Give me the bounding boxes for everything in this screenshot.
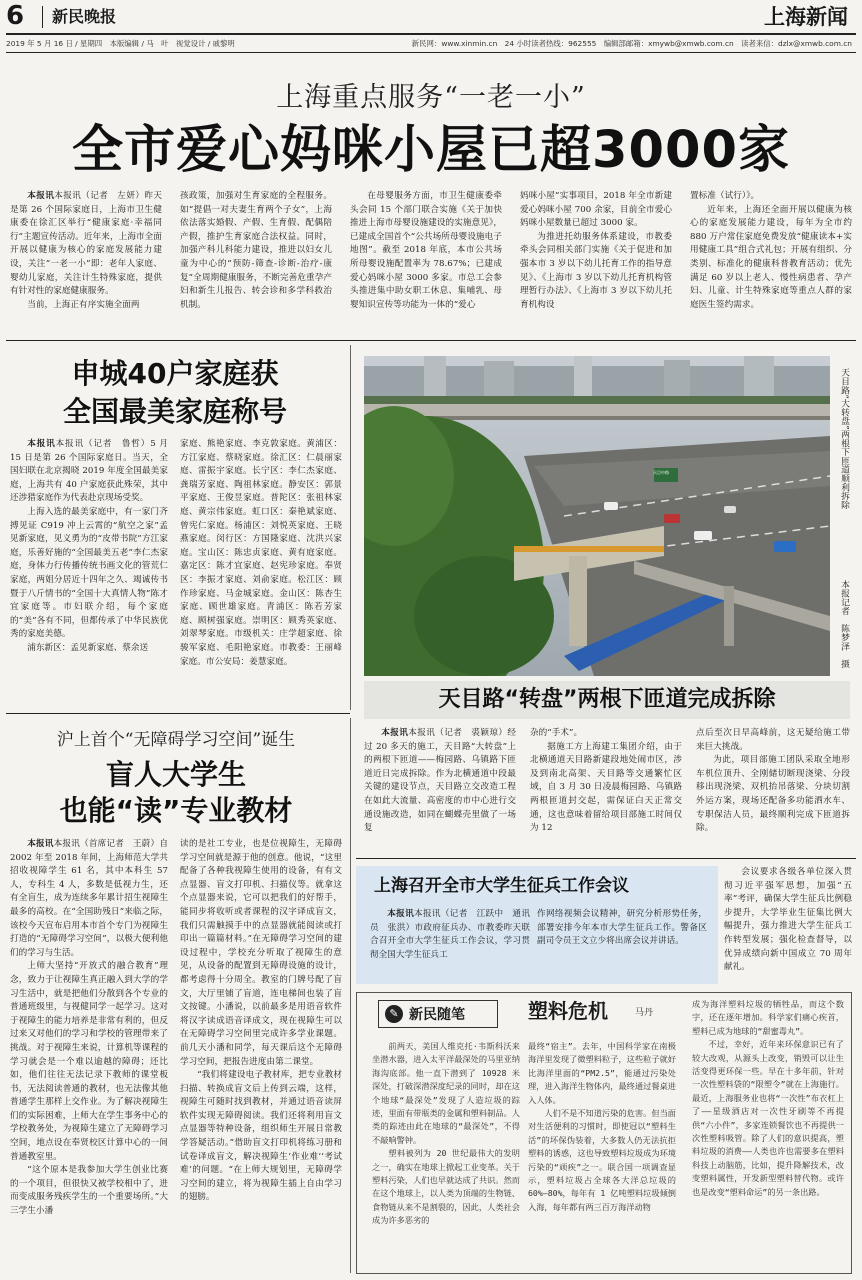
photo-credit: 本报记者 陈梦泽 摄 bbox=[839, 580, 849, 668]
recruit-col-1: 本报讯本报讯（记者 江跃中 通讯员 张洪）市政府征兵办、市教委昨天联合召开全市大学生征兵工作会议，学习贯彻全国大学生征兵工 bbox=[370, 909, 530, 960]
barrier-col-1: 本报讯本报讯（首席记者 王蔚）自 2002 年至 2018 年间，上海师范大学共招收视障学生 61 名，其中本科生 57 人，专科生 4 人，多数是低视力生，还有全盲生，成为连续多年累计招生视障生最多的高校。在“全国助残日”来临之际，该校今天宣布启用本市首个专门为视障生打造的“无障碍学习空间”，以极大便利他们的学习与生活。 上师大坚持“开放式的融合教育”理念，致力于让视障生真正融入到大学的学习生活中，就是把他们分散到各个专业的普通班级里，与视健同学一起学习。这对于视障生的能力培养是非常有利的，但反过来又对他们的学习和学校的管理带来了挑战。对于视障生来说，计算机等课程的学习就会是一个难以逾越的障碍；还比如，他们往往无法记录下教师的课堂板书，无法阅读普通的教材，也无法像其他普通学生那样上交作业。为了解决视障生们的实际困难，上师大在学生事务中心的学校教务处，为视障生建立了无障碍学习空间，地点设在奉贤校区计算中心的一间普通教室里。 “这个原本是我参加大学生创业比赛的一个项目，但很快又被学校相中了，进而变成服务残疾学生的一个重要场所。”大三学生小潘 bbox=[10, 839, 168, 1217]
essay-col-2: 最终“宿主”。去年，中国科学家在南极海洋里发现了微塑料粒子，这些粒子就好比海洋里面的“PM2.5”，能通过污染处理，进入海洋生物体内，最终通过餐桌进入人体。 人们不是不知道污染的危害。但当面对生活便利的习惯时，即使冠以“塑料生活”的坏保伪装着，大多数人仍无法抗拒塑料的诱惑，这也导致塑料垃圾成为环境污染的“顽疾”之一。联合国一项调查显示，塑料垃圾占全球各大洋总垃圾的 60%—80%，每年有 1 亿吨塑料垃圾倾倒入海，每年都有两三百万海洋动物 bbox=[528, 1041, 676, 1212]
essay-col-3: 成为海洋塑料垃圾的牺牲品，而这个数字，还在逐年增加。科学家们痛心疾首，塑料已成为地球的“甜蜜毒丸”。 不过，幸好，近年来环保意识已有了较大改观，从源头上改变，销毁可以让生活变得更环保一些。早在十多年前，针对一次性塑料袋的“限塑令”就在上海施行。最近，上海服务业也将“一次性”布衣杠上了——星级酒店对一次性牙刷等不再提供“六小件”，多家连锁餐饮也不再提供一次性塑料吸管。除了人们的意识提高，塑料垃圾的消费——人类也许也需要多在塑料科技上动脑筋，比如，提升降解技术，改变塑料属性，开发新型塑料替代物。或许也是改变“塑料命运”的另一条出路。 bbox=[692, 999, 844, 1197]
lead-headline: 全市爱心妈咪小屋已超3000家 bbox=[72, 121, 790, 180]
tianmu-col-3: 点后至次日早高峰前，这无疑给施工带来巨大挑战。 为此，项目部施工团队采取全地形车机位顶升、全刚储切断现浇梁、分段移出现浇梁、双机抬吊落梁、分块切割外运方案，现场还配备多功能洒水车、专职保洁人员，最终顺利完成下匝道拆除。 bbox=[696, 728, 850, 834]
barrier-headline-1: 盲人大学生 bbox=[105, 758, 246, 791]
page-number: 6 bbox=[6, 1, 25, 31]
barrier-headline-2: 也能“读”专业教材 bbox=[59, 794, 293, 827]
recruit-col-2: 作网络视频会议精神，研究分析形势任务，部署安排今年本市大学生征兵工作。警备区副司令员王文立少将出席会议并讲话。 bbox=[537, 909, 707, 947]
lead-kicker: 上海重点服务“一老一小” bbox=[276, 82, 586, 113]
family-col-2: 家庭、熊艳家庭、李克敦家庭。黄浦区：方江家庭、蔡晓家庭。徐汇区：仁晨丽家庭、雷振宇家庭。长宁区：李仁杰家庭、龚瑞芳家庭、陶祖林家庭。静安区：郭景平家庭、王俊昱家庭。普陀区：张祖林家庭、黄宗伟家庭。虹口区：秦艳斌家庭、曾宪仁家庭。杨浦区：刘悦英家庭、王晓燕家庭。闵行区：方国隆家庭、沈洪兴家庭。宝山区：陈忠贞家庭、黄有庭家庭。嘉定区：陈才宜家庭、赵宪珍家庭。奉贤区：李振才家庭、刘俞家庭。松江区：顾作珍家庭、马金城家庭。金山区：陈杏生家庭、顾世雄家庭。青浦区：陈若芳家庭、顾树强家庭。崇明区：顾秀英家庭、刘翠琴家庭。市级机关：庄学超家庭、徐骏军家庭、毛阳艳家庭。市教委：王丽峰家庭。市公安局：姜慧家庭。 bbox=[180, 439, 342, 667]
photo-illustration bbox=[364, 356, 830, 676]
tianmu-headline: 天目路“转盘”两根下匝道完成拆除 bbox=[438, 687, 776, 712]
lead-col-4: 妈咪小屋”实事项目，2018 年全市新建爱心妈咪小屋 700 余家，目前全市爱心妈咪小屋数量已超过 3000 家。 为推进托幼服务体系建设，市教委牵头会同相关部门实施《关于促进和加强本市 3 岁以下幼儿托育工作的指导意见》、《上海市 3 岁以下幼儿托育机构管理暂行办法》、《上海市 3 岁以下幼儿托育机构设 bbox=[520, 191, 672, 310]
recruit-headline: 上海召开全市大学生征兵工作会议 bbox=[374, 876, 629, 896]
barrier-col-2: 读的是社工专业，也是位视障生，无障碍学习空间就是源于他的创意。他说，“这里配备了各种我视障生使用的设备，有有文点显器、盲文打印机、扫描仪等。就拿这个点显器来说，它可以把我们的好帮手，能同步将收听或者课程的汉字译成盲文，我们只需触摸手中的点显器就能阅读或打印出一篇篇材料。”在无障碍学习空间的建设过程中，学校充分听取了视障生的意见，从设备的配置到无障碍设施的设计，都考虑得十分周全。教室的门牌号配了盲文，大厅里铺了盲道，连电梯间也装了盲文按键。小潘说，以前最多是用语音软件将汉字读成语音译成文，现在视障生可以在无障碍学习空间里完成许多学业课题。前几天小潘和同学，每天课后这个无障碍学习空间，把报告进度由第二课堂。 “我们将建设电子教材库，把专业教材扫描、转换成盲文后上传到云端，这样，视障生可随时找到教材，并通过语音读屏软件实现无障碍阅读。我们还将利用盲文点显器等特种设备，组织师生开展日常教学答疑活动。”借助盲文打印机将练习册和试卷译成盲文，解决视障生‘作业难’‘考试难’的问题。“在上师大规划里，无障碍学习空间的建立，将为视障生插上自由学习的翅膀。 bbox=[180, 839, 342, 1203]
essay-column-name: 新民随笔 bbox=[409, 1007, 465, 1023]
contact-line: 新民网：www.xinmin.cn 24 小时读者热线：962555 编辑部邮箱：xmywb@xmwb.com.cn 读者来信：dzlx@xmwb.com.cn bbox=[411, 39, 852, 48]
lead-col-1: 本报讯本报讯（记者 左妍）昨天是第 26 个国际家庭日，上海市卫生健康委在徐汇区举行“健康家庭·幸福同行”主题宣传活动。近年来，上海市全面开展以健康为核心的家庭发展能力建设，关注“一老一小”即：老年人家庭、婴幼儿家庭，关注计生特殊家庭，提供有针对性的家庭健康服务。 当前，上海正有序实施全面两 bbox=[10, 191, 162, 310]
family-headline-1: 申城40户家庭获 bbox=[71, 357, 279, 390]
photo-road-sign: 天目中路 bbox=[653, 470, 669, 475]
tianmu-col-1: 本报讯本报讯（记者 裘颖琼）经过 20 多天的施工，天目路“大转盘”上的两根下匝道——梅园路、乌镇路下匝道近日完成拆除。作为北横通道中段最关键的建设节点，天目路立交改造工程在如此大流量、高密度的市中心进行交通设施改造，如同在蝴蝶壳里做了一场复 bbox=[364, 728, 516, 834]
section-title: 上海新闻 bbox=[764, 5, 848, 29]
lead-col-3: 在母婴服务方面，市卫生健康委牵头会同 15 个部门联合实施《关于加快推进上海市母婴设施建设的实施意见》，已建成全国首个“公共场所母婴设施电子地图”。截至 2018 年底，本市公共场所母婴设施配置率为 78.67%；已建成爱心妈咪小屋 3000 多家。市总工会参头推进集中助女职工休息、集哺乳、母婴知识宣传等功能为一体的“爱心 bbox=[350, 191, 502, 310]
date-line: 2019 年 5 月 16 日 / 星期四 本版编辑 / 马 叶 视觉设计 / 戚黎明 bbox=[6, 39, 235, 48]
tianmu-col-2: 杂的“手术”。 据施工方上海建工集团介绍，由于北横通道天目路新建段地处闹市区，涉及到南北高架、天目路等交通繁忙区域，自 3 月 30 日凌晨梅园路、乌镇路两根匝道封交起，需保证白天正常交通，这也意味着留给项目部施工时间仅为 12 bbox=[530, 728, 682, 834]
paper-name: 新民晚报 bbox=[52, 7, 117, 26]
lead-col-5: 置标准（试行）》。 近年来，上海还全面开展以健康为核心的家庭发展能力建设，每年为全市约 880 万户常住家庭免费发放“健康读本+实用健康工具”组合式礼包；开展有组织、分类别、标准化的健康科普教育活动；优先满足 60 岁以上老人、慢性病患者、孕产妇、儿童、计生特殊家庭等重点人群的家庭医生签约需求。 bbox=[690, 191, 852, 310]
photo-caption: 天目路“大转盘”两根下匝道顺利拆除 bbox=[839, 368, 849, 509]
family-col-1: 本报讯本报讯（记者 鲁哲）5 月 15 日是第 26 个国际家庭日。当天，全国妇联在北京揭晓 2019 年度全国最美家庭，上海共有 40 户家庭获此殊荣，其中还涉猎家庭作为代表赴京现场受奖。 上海入选的最美家庭中，有一家门齐搏见证 C919 冲上云霄的“航空之家”孟见新家庭，见义勇为的“皮带书院”方江家庭，乐善好施的“全国最美五老”李仁杰家庭，身体力行传播传统书画文化的管荒仁家庭，两姐分居近十四年之久、竭诚传书暨于八斤情书的“全国十大真情人物”陈才宜家庭等。市妇联介绍，每个家庭的“美”各有不同，但都传承了中华民族优秀的家庭美德。 浦东新区：孟见新家庭、蔡余送 bbox=[10, 439, 168, 653]
news-photo bbox=[364, 356, 830, 676]
essay-author: 马丹 bbox=[635, 1008, 654, 1018]
essay-column-badge bbox=[378, 1000, 498, 1028]
recruit-col-3: 会议要求各级各单位深入贯彻习近平强军思想，加强“五率”考评，确保大学生征兵比例稳步提升，大学毕业生征集比例大幅提升，强力推进大学生征兵工作转型发展；强化检查督导，以优异成绩向新中国成立 70 周年献礼。 bbox=[724, 867, 852, 973]
pen-icon: ✎ bbox=[385, 1005, 403, 1023]
family-headline-2: 全国最美家庭称号 bbox=[62, 395, 287, 428]
lead-col-2: 孩政策，加强对生育家庭的全程服务。如“提倡一对夫妻生育两个子女”，上海依法落实婚假、产假、生育假、配偶陪产假，推护生育家庭合法权益。同时，加强产科儿科能力建设，推进以妇女儿童为中心的“预防-筛查-诊断-治疗-康复”全周期健康服务，不断完善危重孕产妇和新生儿报告、转会诊和多学科救治机制。 bbox=[180, 191, 332, 310]
barrier-kicker: 沪上首个“无障碍学习空间”诞生 bbox=[56, 730, 296, 750]
essay-title: 塑料危机 bbox=[528, 999, 608, 1023]
essay-col-1: 前两天，美国人维克托·韦斯科沃来坐潜水器，进入太平洋最深处的马里亚纳海沟底部。他一直下潜到了 10928 米深处，打破深潜深度纪录的同时，却在这个地球“最深处”发现了人造垃圾的踪迹，里面有带瓶类的金属和塑料制品。人类的踪迹由此在地球的“最深处”，不得不敲响警钟。 塑料被列为 20 世纪最伟大的发明之一，确实在地球上掀起工业变革。关于塑料污染，人们也早就达成了共识。然而在这个地球上，以人类为顶端的生物链、食物链从来不是割裂的，因此，人类社会成为许多恶劣的 bbox=[372, 1041, 520, 1226]
